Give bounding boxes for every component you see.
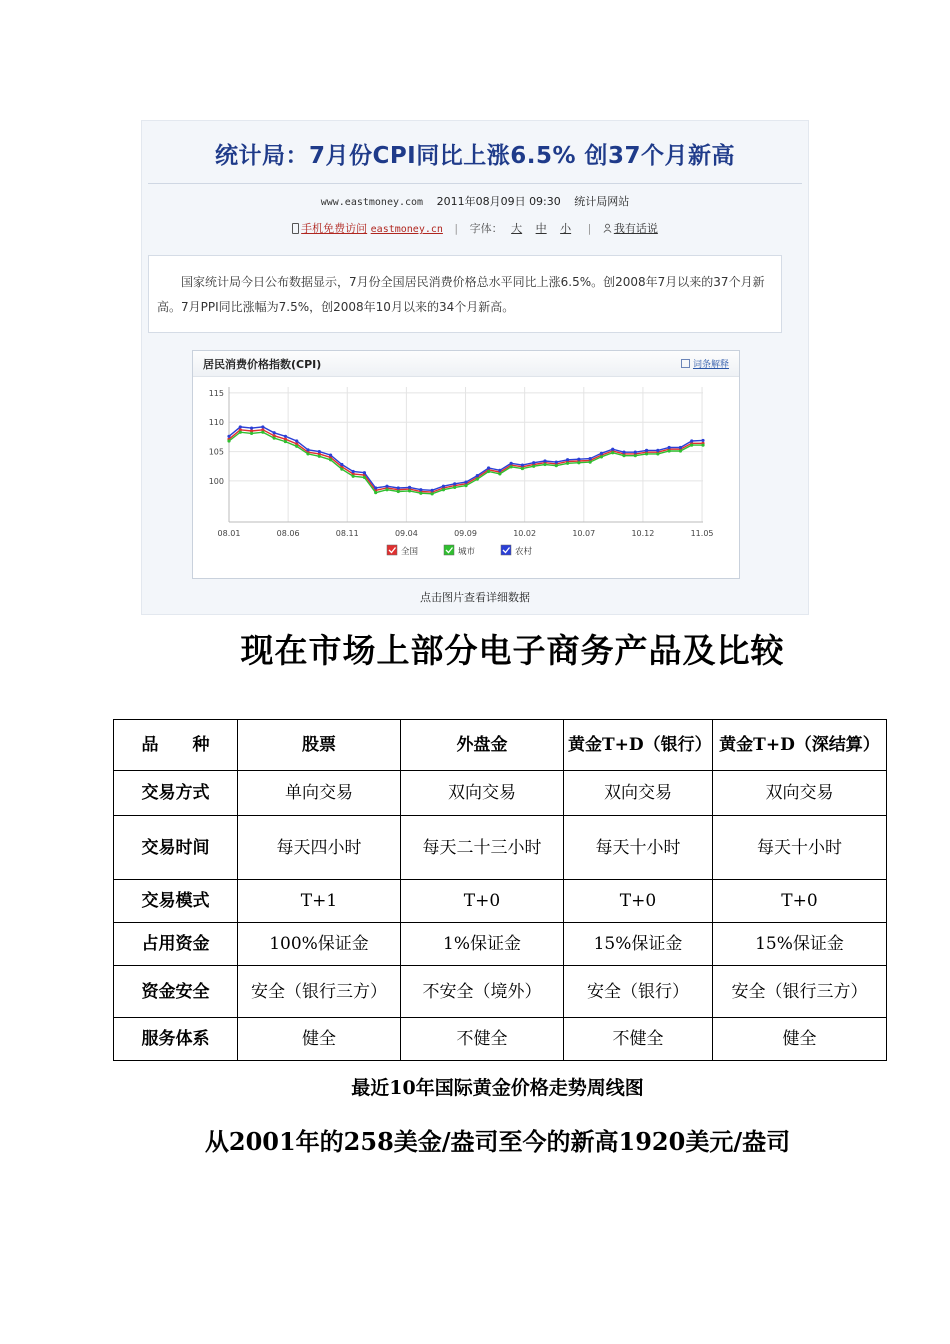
news-source: 统计局网站 — [574, 195, 630, 208]
font-size-label: 字体： — [469, 222, 503, 235]
data-point — [329, 458, 332, 461]
data-point — [690, 444, 693, 447]
data-point — [284, 440, 287, 443]
data-point — [690, 439, 693, 442]
data-point — [656, 449, 659, 452]
comparison-table — [113, 719, 887, 1061]
news-tools — [142, 220, 808, 236]
table-cell: 1%保证金 — [401, 923, 564, 966]
data-point — [442, 485, 445, 488]
x-tick-label: 10.02 — [513, 529, 537, 538]
cpi-chart[interactable] — [192, 350, 740, 579]
table-cell: 安全（银行三方） — [713, 966, 887, 1018]
table-cell: T+0 — [564, 880, 713, 923]
table-row — [114, 880, 887, 923]
row-header: 资金安全 — [114, 966, 238, 1018]
news-headline: 统计局：7月份CPI同比上涨6.5% 创37个月新高 — [214, 143, 736, 169]
data-point — [273, 431, 276, 434]
y-tick-label: 110 — [208, 418, 224, 428]
table-cell: 健全 — [238, 1018, 401, 1061]
data-point — [340, 468, 343, 471]
table-cell: 不健全 — [564, 1018, 713, 1061]
x-tick-label: 09.04 — [394, 529, 418, 538]
news-meta — [142, 193, 808, 209]
table-cell: 安全（银行） — [564, 966, 713, 1018]
x-tick-label: 11.05 — [690, 529, 714, 538]
data-point — [453, 482, 456, 485]
data-point — [239, 431, 242, 434]
y-tick-label: 100 — [208, 476, 224, 486]
x-tick-label: 08.06 — [276, 529, 300, 538]
data-point — [498, 469, 501, 472]
data-point — [261, 431, 264, 434]
data-point — [408, 489, 411, 492]
site-link[interactable]: www.eastmoney.com — [320, 197, 424, 208]
table-cell: 单向交易 — [238, 771, 401, 816]
table-cell: 安全（银行三方） — [238, 966, 401, 1018]
data-point — [318, 450, 321, 453]
data-point — [397, 486, 400, 489]
data-point — [634, 454, 637, 457]
x-tick-label: 08.11 — [335, 529, 359, 538]
data-point — [250, 432, 253, 435]
data-point — [668, 446, 671, 449]
row-header: 交易时间 — [114, 816, 238, 880]
data-point — [385, 485, 388, 488]
data-point — [543, 463, 546, 466]
header-cell: 黄金T+D（银行） — [564, 720, 713, 771]
data-point — [701, 439, 704, 442]
table-cell: 每天二十三小时 — [401, 816, 564, 880]
data-point — [419, 488, 422, 491]
data-point — [464, 480, 467, 483]
data-point — [464, 484, 467, 487]
table-row — [114, 1018, 887, 1061]
data-point — [566, 458, 569, 461]
data-point — [374, 491, 377, 494]
data-point — [352, 470, 355, 473]
data-point — [385, 488, 388, 491]
table-cell: 不安全（境外） — [401, 966, 564, 1018]
news-screenshot — [141, 120, 809, 615]
legend-label: 城市 — [458, 547, 476, 557]
data-point — [589, 457, 592, 460]
legend-swatch — [387, 545, 397, 555]
data-point — [589, 461, 592, 464]
data-point — [600, 455, 603, 458]
page-title: 现在市场上部分电子商务产品及比较 — [240, 631, 785, 670]
header-cell: 外盘金 — [401, 720, 564, 771]
data-point — [645, 449, 648, 452]
data-point — [340, 463, 343, 466]
row-header: 占用资金 — [114, 923, 238, 966]
gold-chart-heading: 最近10年国际黄金价格走势周线图 — [351, 1077, 644, 1099]
table-row — [114, 923, 887, 966]
publish-datetime: 2011年08月09日 09:30 — [436, 195, 561, 208]
header-cell: 品 种 — [114, 720, 238, 771]
x-tick-label: 10.12 — [631, 529, 655, 538]
data-point — [306, 452, 309, 455]
data-point — [306, 448, 309, 451]
phone-icon — [292, 223, 299, 234]
data-point — [656, 452, 659, 455]
data-point — [701, 444, 704, 447]
table-cell: 双向交易 — [713, 771, 887, 816]
data-point — [487, 466, 490, 469]
data-point — [555, 461, 558, 464]
chart-header — [193, 351, 739, 377]
data-point — [577, 461, 580, 464]
table-cell: 每天十小时 — [713, 816, 887, 880]
table-cell: T+0 — [401, 880, 564, 923]
font-small-link[interactable]: 小 — [560, 222, 572, 235]
row-header: 交易方式 — [114, 771, 238, 816]
data-point — [543, 459, 546, 462]
row-header: 服务体系 — [114, 1018, 238, 1061]
data-point — [532, 465, 535, 468]
font-large-link[interactable]: 大 — [511, 222, 523, 235]
x-tick-label: 10.07 — [572, 529, 596, 538]
data-point — [668, 449, 671, 452]
data-point — [600, 452, 603, 455]
y-tick-label: 115 — [208, 388, 224, 398]
mobile-url-link[interactable]: eastmoney.cn — [370, 224, 443, 235]
table-cell: 双向交易 — [564, 771, 713, 816]
data-point — [408, 486, 411, 489]
comment-link[interactable]: 我有话说 — [613, 222, 658, 235]
chart-help-link[interactable] — [681, 357, 729, 370]
y-tick-label: 105 — [208, 447, 224, 457]
table-cell: T+1 — [238, 880, 401, 923]
gold-price-note: 从2001年的258美金/盎司至今的新高1920美元/盎司 — [204, 1127, 791, 1156]
table-header-row — [114, 720, 887, 771]
table-cell: 双向交易 — [401, 771, 564, 816]
legend-label: 全国 — [401, 547, 419, 557]
data-point — [363, 471, 366, 474]
data-point — [261, 425, 264, 428]
data-point — [442, 488, 445, 491]
table-cell: 100%保证金 — [238, 923, 401, 966]
data-point — [634, 451, 637, 454]
legend-label: 农村 — [515, 547, 533, 557]
x-tick-label: 09.09 — [454, 529, 477, 538]
data-point — [227, 435, 230, 438]
data-point — [577, 458, 580, 461]
data-point — [510, 465, 513, 468]
data-point — [431, 492, 434, 495]
data-point — [250, 426, 253, 429]
data-point — [295, 439, 298, 442]
font-medium-link[interactable]: 中 — [535, 222, 547, 235]
data-point — [679, 446, 682, 449]
data-point — [227, 439, 230, 442]
data-point — [611, 448, 614, 451]
separator: | — [454, 222, 459, 235]
data-point — [397, 490, 400, 493]
data-point — [532, 461, 535, 464]
data-point — [374, 486, 377, 489]
table-cell: T+0 — [713, 880, 887, 923]
data-point — [487, 470, 490, 473]
header-cell: 黄金T+D（深结算） — [713, 720, 887, 771]
header-cell: 股票 — [238, 720, 401, 771]
data-point — [352, 475, 355, 478]
cpi-line-chart — [193, 377, 739, 579]
table-row — [114, 966, 887, 1018]
data-point — [273, 436, 276, 439]
data-point — [510, 462, 513, 465]
person-icon — [603, 223, 612, 233]
data-point — [521, 463, 524, 466]
data-point — [476, 478, 479, 481]
table-cell: 健全 — [713, 1018, 887, 1061]
data-point — [318, 455, 321, 458]
row-header: 交易模式 — [114, 880, 238, 923]
data-point — [645, 452, 648, 455]
data-point — [363, 476, 366, 479]
table-cell: 不健全 — [401, 1018, 564, 1061]
data-point — [239, 425, 242, 428]
legend-swatch — [501, 545, 511, 555]
data-point — [555, 464, 558, 467]
legend-swatch — [444, 545, 454, 555]
news-summary: 国家统计局今日公布数据显示，7月份全国居民消费价格总水平同比上涨6.5%。创2008年7月以来的37个月新高。7月PPI同比涨幅为7.5%，创2008年10月以来的34个月新高。 — [157, 275, 765, 314]
help-icon — [681, 359, 690, 368]
data-point — [521, 467, 524, 470]
data-point — [431, 489, 434, 492]
mobile-access-link[interactable]: 手机免费访问 — [301, 222, 368, 235]
divider — [148, 183, 802, 184]
separator: | — [587, 222, 592, 235]
data-point — [453, 486, 456, 489]
table-cell: 15%保证金 — [564, 923, 713, 966]
data-point — [476, 474, 479, 477]
table-cell: 每天四小时 — [238, 816, 401, 880]
table-row — [114, 771, 887, 816]
data-point — [622, 451, 625, 454]
table-cell: 每天十小时 — [564, 816, 713, 880]
data-point — [622, 454, 625, 457]
data-point — [419, 492, 422, 495]
data-point — [498, 472, 501, 475]
data-point — [295, 445, 298, 448]
data-point — [284, 435, 287, 438]
x-tick-label: 08.01 — [217, 529, 241, 538]
chart-caption[interactable]: 点击图片查看详细数据 — [420, 591, 530, 604]
data-point — [329, 453, 332, 456]
data-point — [679, 449, 682, 452]
news-summary-box — [148, 255, 782, 333]
chart-help-label: 词条解释 — [692, 360, 729, 370]
table-cell: 15%保证金 — [713, 923, 887, 966]
table-row — [114, 816, 887, 880]
data-point — [611, 451, 614, 454]
data-point — [566, 462, 569, 465]
chart-title: 居民消费价格指数(CPI) — [203, 358, 322, 371]
